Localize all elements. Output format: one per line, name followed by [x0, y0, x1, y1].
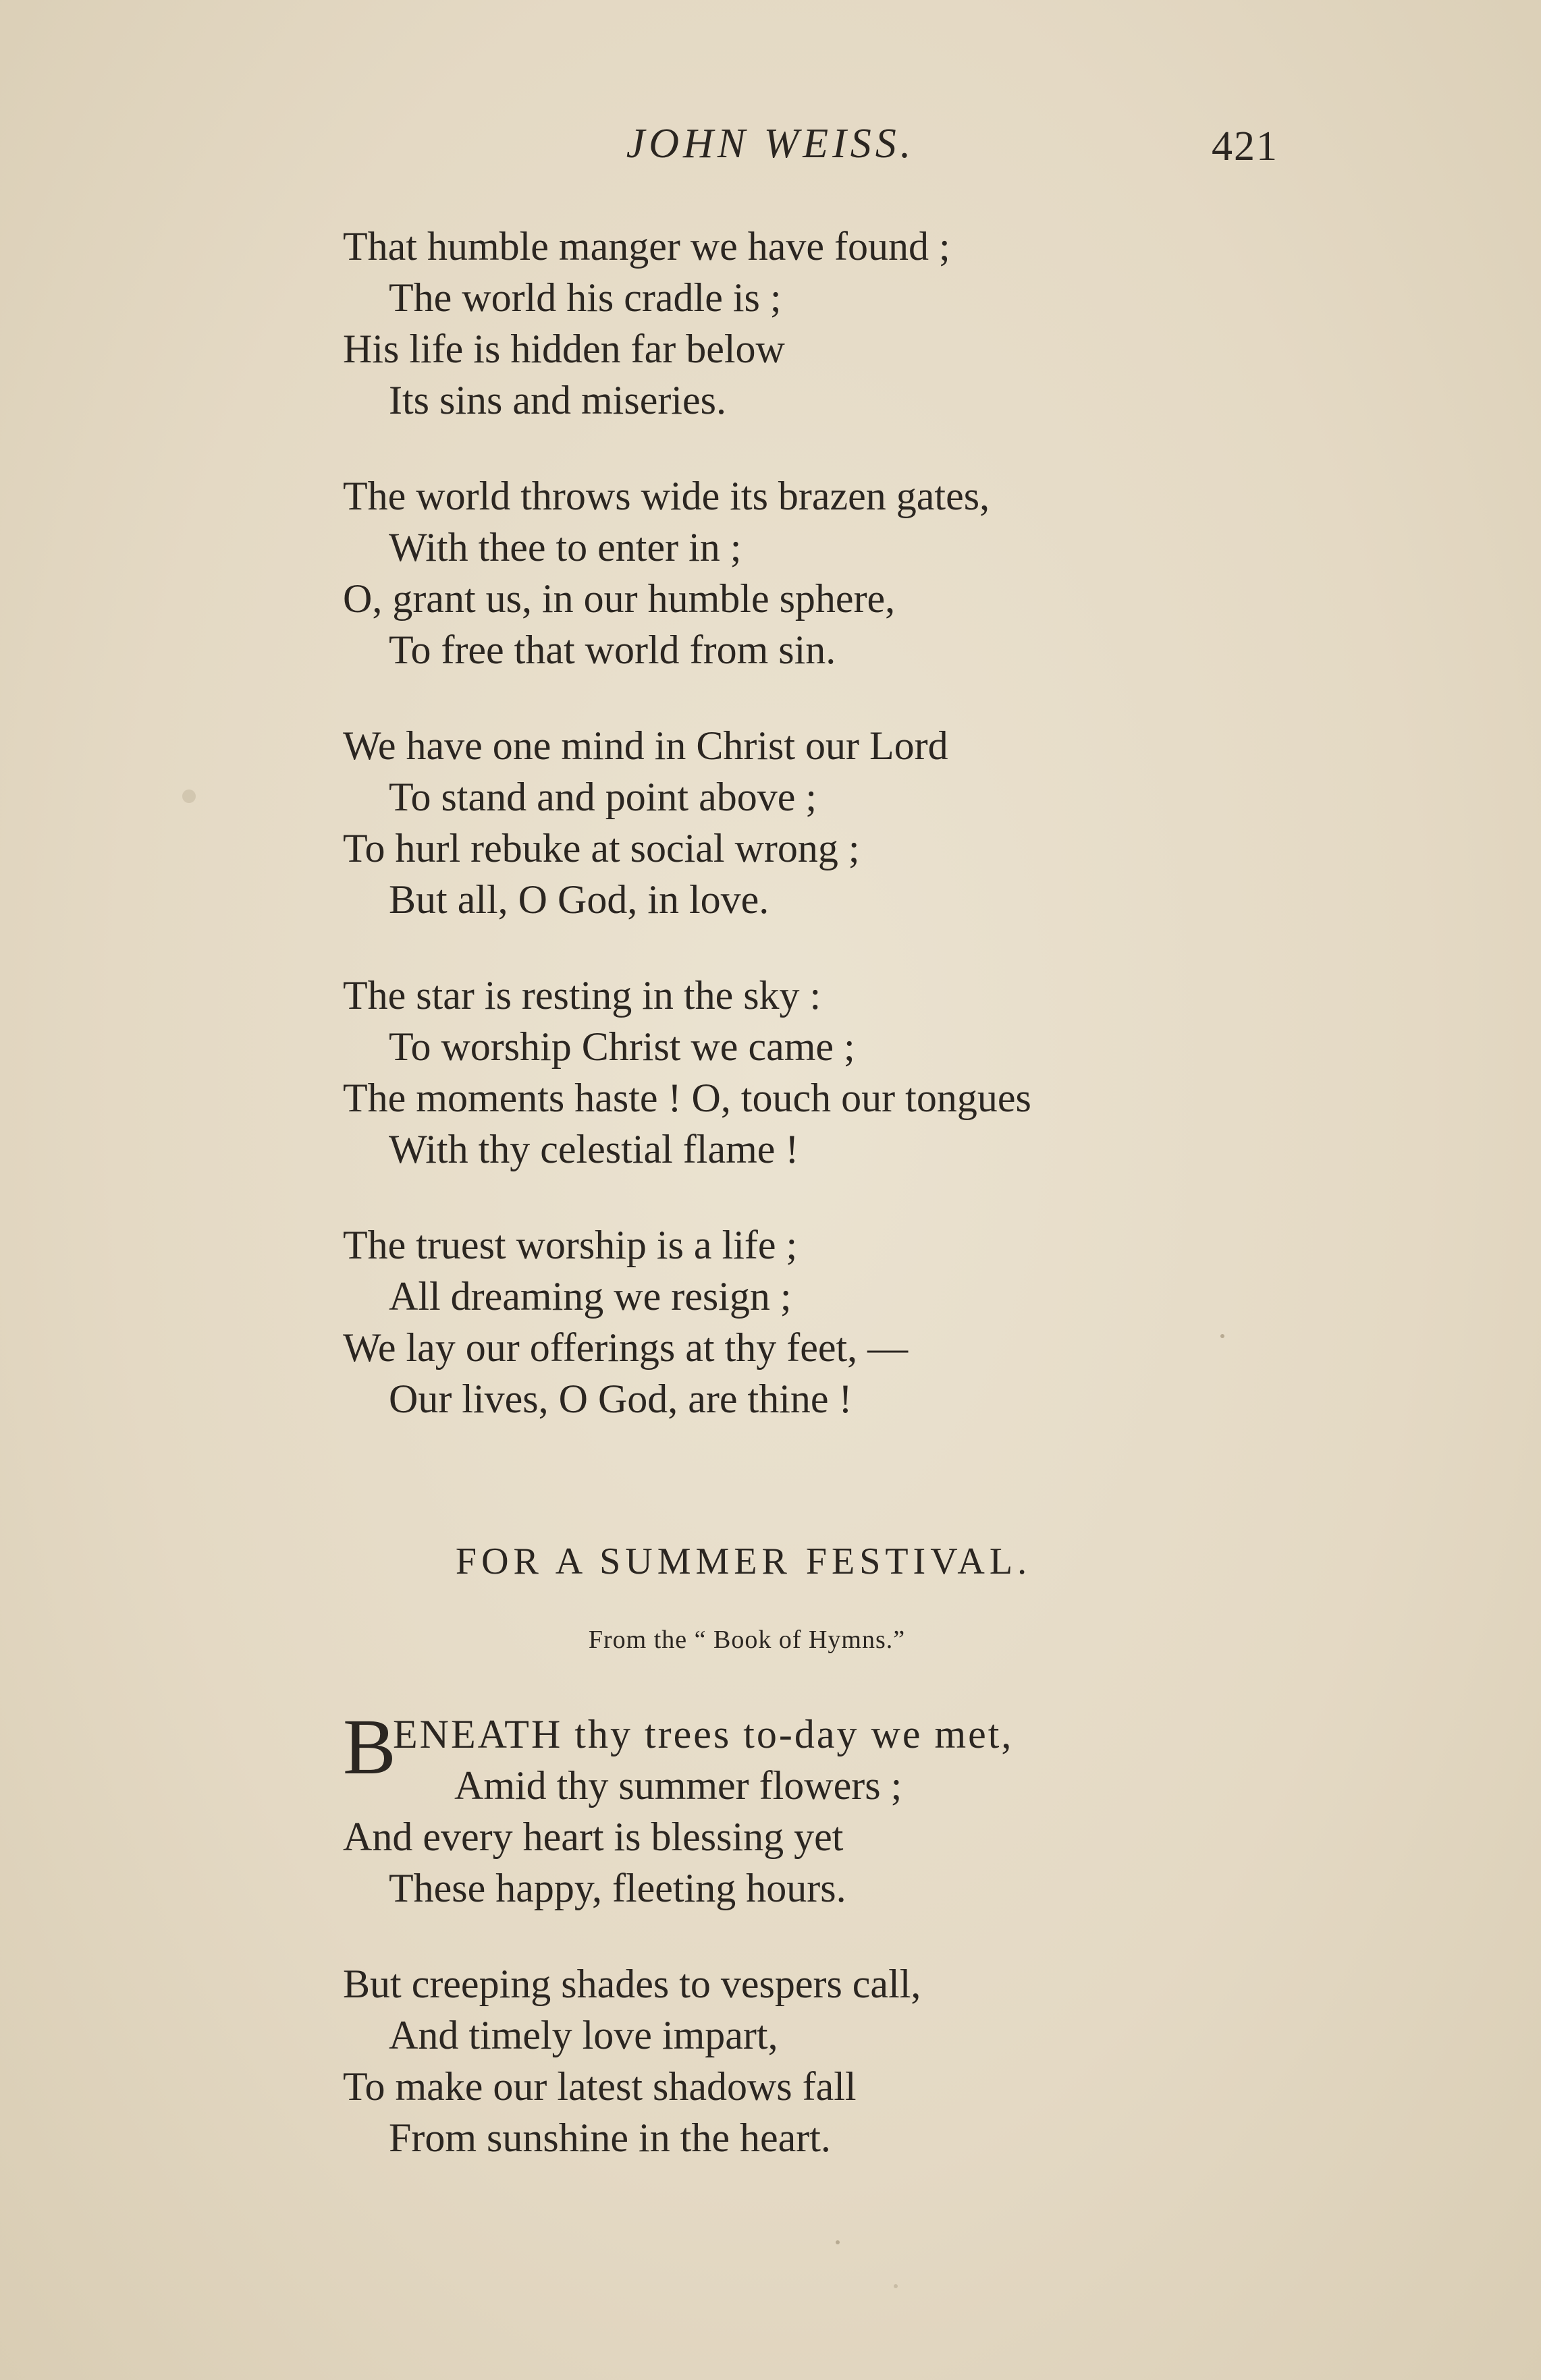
- page-number: 421: [1212, 123, 1278, 169]
- poem-line: The moments haste ! O, touch our tongues: [343, 1076, 1031, 1120]
- poem-line: To worship Christ we came ;: [389, 1024, 855, 1069]
- drop-cap: B: [343, 1703, 396, 1791]
- poem-line: These happy, fleeting hours.: [389, 1866, 846, 1910]
- poem-line: All dreaming we resign ;: [389, 1274, 792, 1319]
- poem-line: And every heart is blessing yet: [343, 1815, 844, 1859]
- poem-line: The world his cradle is ;: [389, 275, 782, 320]
- poem-line: With thy celestial flame !: [389, 1127, 799, 1171]
- poem-line: That humble manger we have found ;: [343, 224, 950, 269]
- stanza-5: [343, 1219, 908, 1424]
- poem-line: The truest worship is a life ;: [343, 1223, 798, 1267]
- section-title: FOR A SUMMER FESTIVAL.: [455, 1541, 1032, 1582]
- stanza-1: [343, 221, 950, 426]
- stanza-3: [343, 720, 948, 925]
- poem-line: To hurl rebuke at social wrong ;: [343, 826, 860, 870]
- poem-line: To free that world from sin.: [389, 628, 836, 672]
- poem-line: But all, O God, in love.: [389, 877, 769, 922]
- paper-speck: [182, 790, 196, 803]
- poem-line: But creeping shades to vespers call,: [343, 1962, 921, 2006]
- poem-line: Amid thy summer flowers ;: [454, 1763, 902, 1808]
- poem-line: We lay our offerings at thy feet, —: [343, 1325, 909, 1370]
- poem-line: Our lives, O God, are thine !: [389, 1377, 853, 1421]
- poem-line: We have one mind in Christ our Lord: [343, 723, 948, 768]
- poem-line: His life is hidden far below: [343, 327, 785, 371]
- poem-line: O, grant us, in our humble sphere,: [343, 576, 896, 621]
- stanza-6-first-line: [393, 1709, 1013, 1760]
- poem-line: From sunshine in the heart.: [389, 2115, 831, 2160]
- source-note: From the “ Book of Hymns.”: [588, 1626, 906, 1654]
- poem-line: And timely love impart,: [389, 2013, 778, 2057]
- poem-line: The world throws wide its brazen gates,: [343, 474, 990, 518]
- poem-line: Its sins and miseries.: [389, 378, 726, 422]
- poem-line: With thee to enter in ;: [389, 525, 742, 570]
- poem-line: To stand and point above ;: [389, 775, 817, 819]
- poem-line: ENEATH thy trees to-day we met,: [393, 1712, 1014, 1756]
- stanza-7: [343, 1958, 921, 2163]
- poem-line: To make our latest shadows fall: [343, 2064, 857, 2109]
- paper-speck: [1220, 1334, 1224, 1338]
- running-header: JOHN WEISS.: [626, 121, 915, 167]
- poem-line: The star is resting in the sky :: [343, 973, 821, 1018]
- paper-speck: [836, 2240, 840, 2244]
- paper-speck: [894, 2284, 898, 2288]
- stanza-6: [343, 1760, 902, 1914]
- stanza-4: [343, 970, 1031, 1175]
- stanza-2: [343, 470, 990, 675]
